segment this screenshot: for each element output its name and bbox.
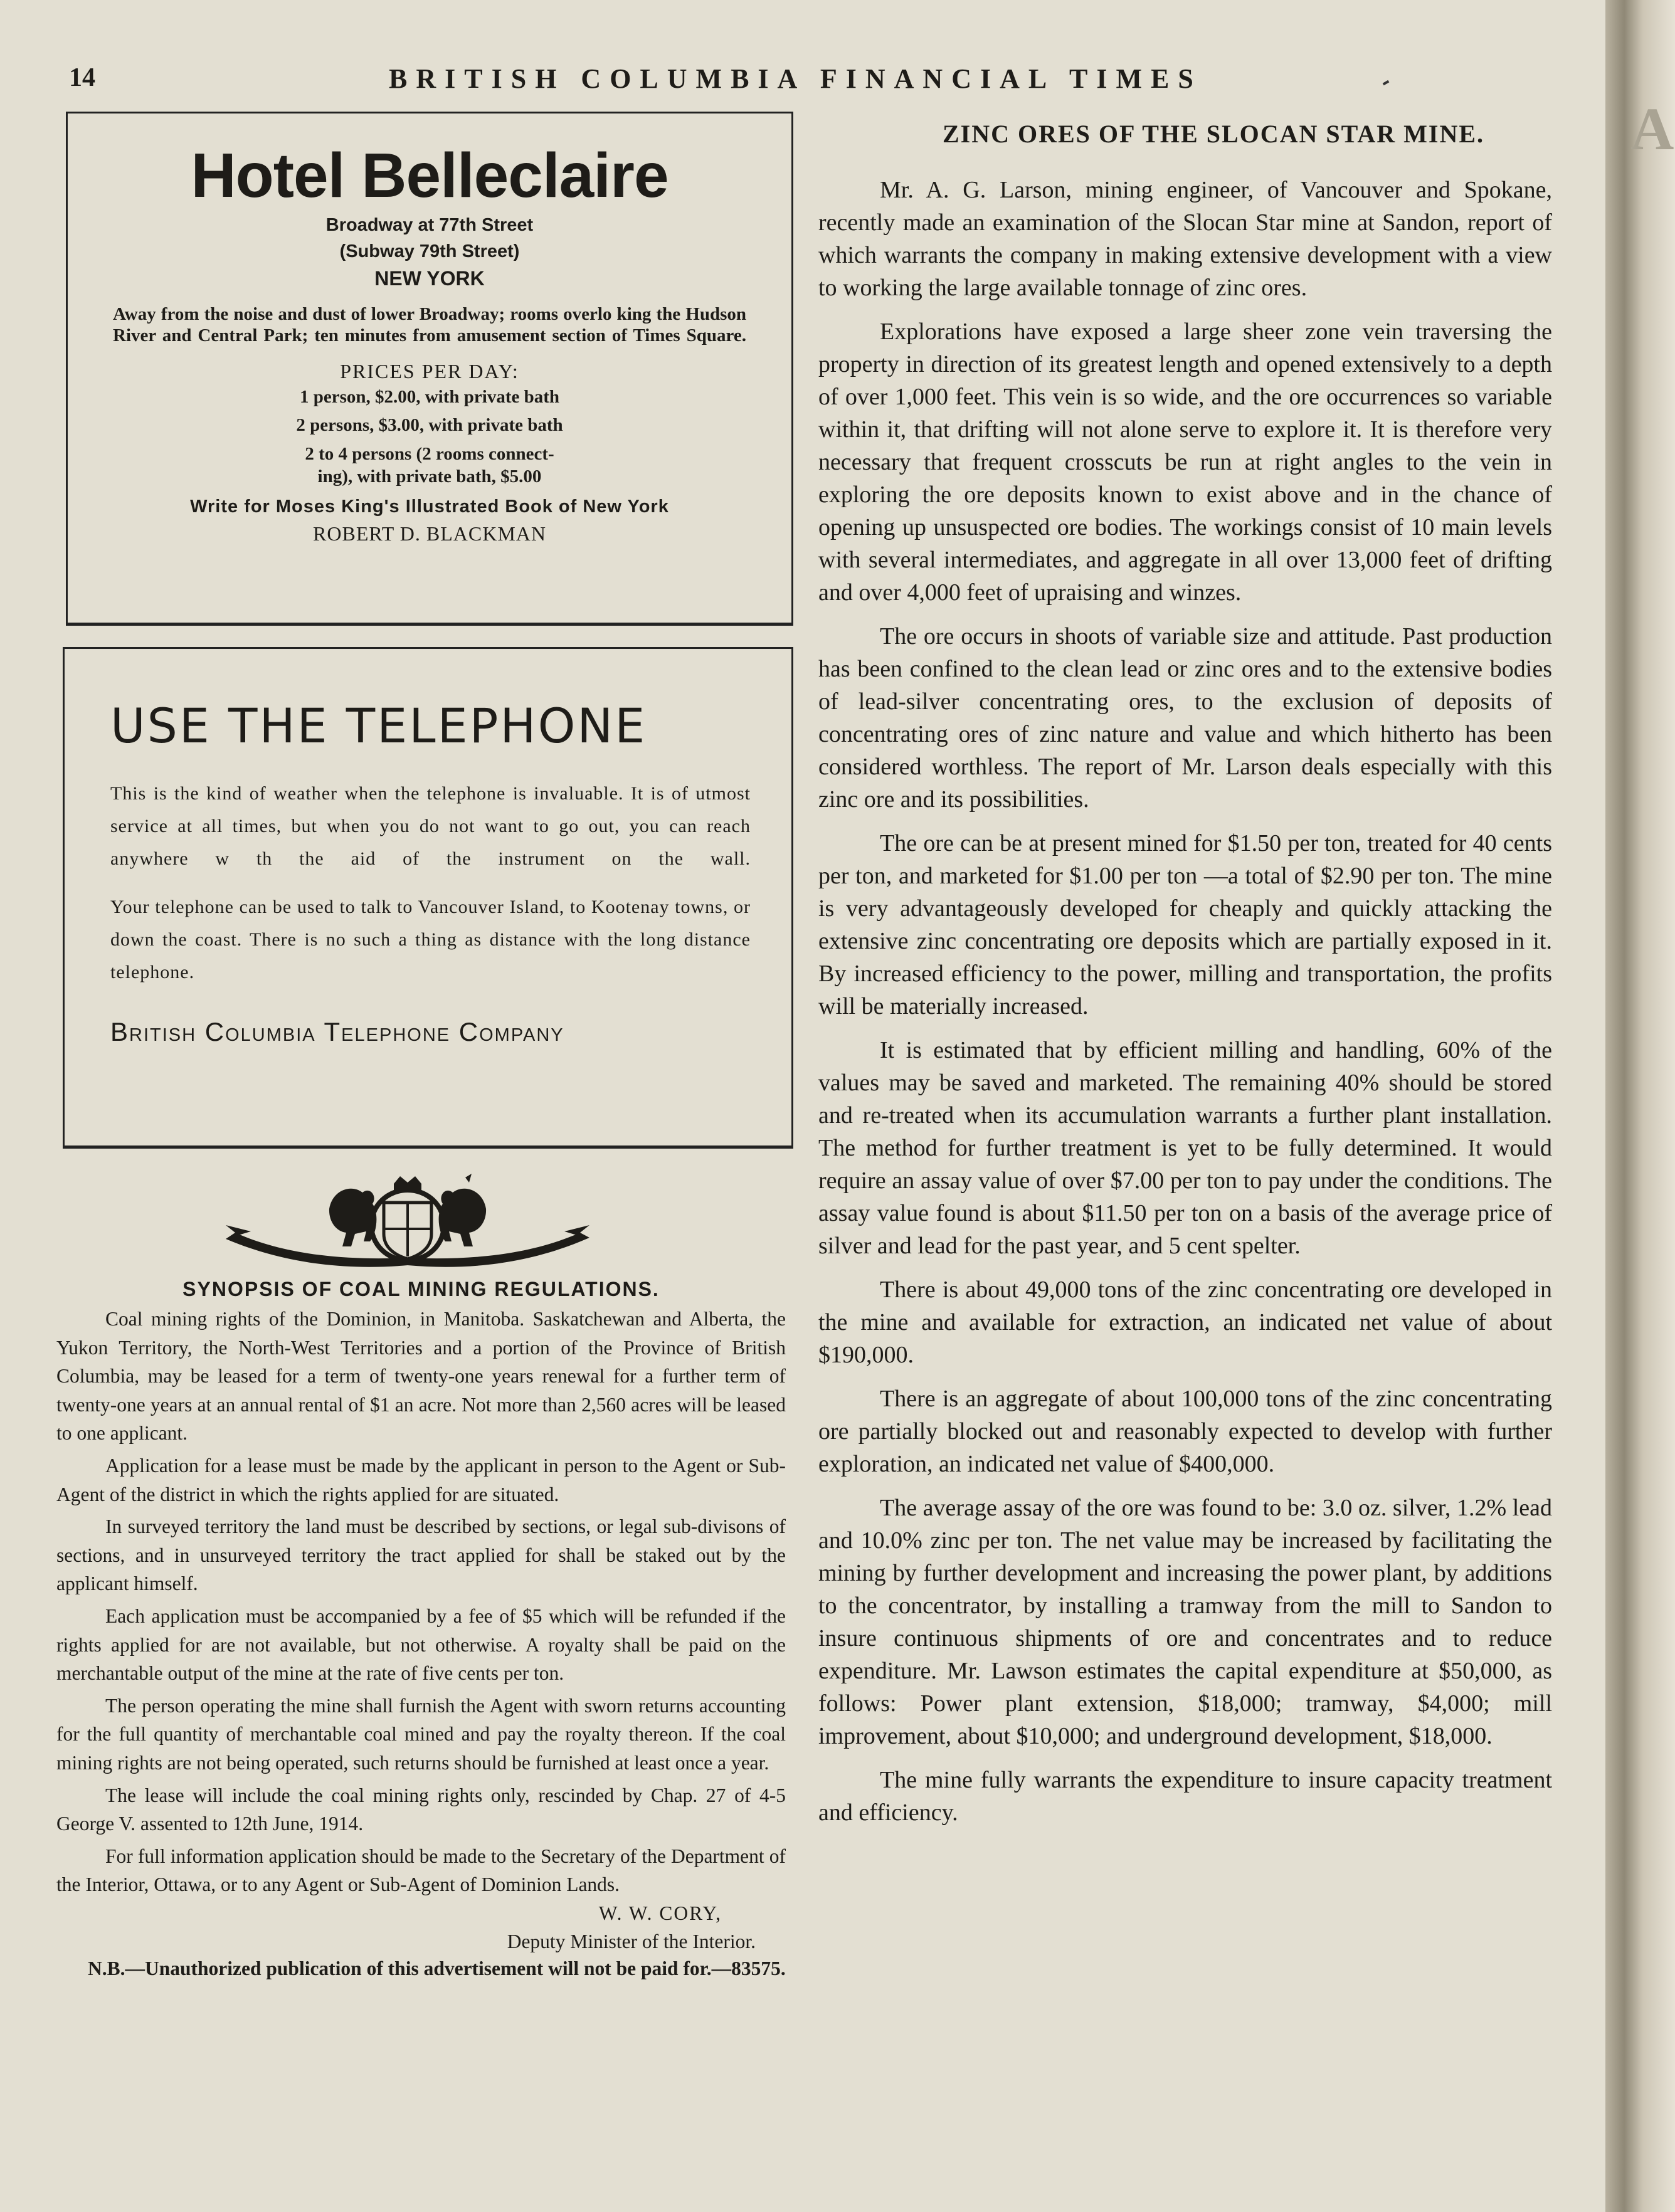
article-paragraph: The mine fully warrants the expenditure to insure capacity treatment and efficiency. bbox=[818, 1767, 1552, 1826]
page-header bbox=[63, 63, 1555, 100]
article-paragraph: There is an aggregate of about 100,000 tons of the zinc concentrating ore partially blocked out and reasonably expected to develop with further exploration, an indicated net value of $400,000. bbox=[818, 1386, 1552, 1477]
publication-title: BRITISH COLUMBIA FINANCIAL TIMES bbox=[389, 63, 1202, 94]
telephone-paragraph: Your telephone can be used to talk to Vancouver Island, to Kootenay towns, or down the coast. There is no such a thing as distance with the long distance telephone. bbox=[110, 897, 751, 982]
hotel-address-line1: Broadway at 77th Street bbox=[325, 215, 534, 235]
facing-page-fragment: A bbox=[1630, 95, 1674, 162]
signatory-title: Deputy Minister of the Interior. bbox=[507, 1930, 756, 1953]
regulation-paragraph: The lease will include the coal mining rights only, rescinded by Chap. 27 of 4-5 George V. assented to 12th June, 1914. bbox=[56, 1784, 786, 1835]
article-paragraph: Explorations have exposed a large sheer zone vein traversing the property in direction of its greatest length and opened extensively to a depth of over 1,000 feet. This vein is so wide, and the ore occurrences so variable within it, that drifting will not alone serve to explore it. It is therefore very necessary that frequent crosscuts be run at right angles to the vein in exploring the ore deposits known to exist above and in the chance of opening up unsuspected ore bodies. The workings consist of 10 main levels with several intermediates, and aggregate in all over 13,000 feet of drifting and over 4,000 feet of upraising and winzes. bbox=[818, 319, 1552, 606]
telephone-paragraph: This is the kind of weather when the telephone is invaluable. It is of utmost service at all times, but when you do not want to go out, you can reach anywhere w th the aid of the instrument on the wall. bbox=[110, 783, 751, 869]
royal-coat-of-arms-icon bbox=[213, 1171, 602, 1272]
article-paragraph: The ore can be at present mined for $1.50 per ton, treated for 40 cents per ton, and marketed for $1.00 per ton —a total of $2.90 per ton. The mine is very advantageously developed for cheaply and quickly attacking the extensive zinc concentrating ore deposits which are partially exposed in it. By increased efficiency to the power, milling and transportation, the profits will be materially increased. bbox=[818, 830, 1552, 1019]
article-paragraph: There is about 49,000 tons of the zinc concentrating ore developed in the mine and available for extraction, an indicated net value of about $190,000. bbox=[818, 1277, 1552, 1368]
telephone-company: British Columbia Telephone Company bbox=[110, 1017, 564, 1046]
regulation-paragraph: The person operating the mine shall furnish the Agent with sworn returns accounting for the full quantity of merchantable coal mined and pay the royalty thereon. If the coal mining rights are not being operated, such returns should be furnished at least once a year. bbox=[56, 1694, 786, 1774]
hotel-address-line2: (Subway 79th Street) bbox=[339, 241, 520, 261]
hotel-description: Away from the noise and dust of lower Broadway; rooms overlo king the Hudson River and Central Park; ten minutes from amusement section of Times Square. bbox=[113, 304, 746, 345]
book-offer: Write for Moses King's Illustrated Book of New York bbox=[190, 497, 669, 517]
regulation-paragraph: For full information application should be made to the Secretary of the Department of the Interior, Ottawa, or to any Agent or Sub-Agent of Dominion Lands. bbox=[56, 1845, 786, 1896]
publication-note: N.B.—Unauthorized publication of this advertisement will not be paid for.—83575. bbox=[88, 1957, 786, 1980]
signatory-name: W. W. CORY, bbox=[598, 1902, 722, 1924]
telephone-ad bbox=[63, 647, 793, 1149]
telephone-headline: USE THE TELEPHONE bbox=[110, 698, 647, 754]
article-paragraph: Mr. A. G. Larson, mining engineer, of Vancouver and Spokane, recently made an examination of the Slocan Star mine at Sandon, report of which warrants the company in making extensive development with a view to working the large available tonnage of zinc ores. bbox=[818, 177, 1552, 301]
price-line: ing), with private bath, $5.00 bbox=[317, 466, 542, 487]
article-paragraph: The average assay of the ore was found to be: 3.0 oz. silver, 1.2% lead and 10.0% zinc per ton. The net value may be increased by facilitating the mining by further development and increasing the power plant, by additions to the concentrator, by installing a tramway from the mill to Sandon to insure continuous shipments of ore and concentrates and to reduce expenditure. Mr. Lawson estimates the capital expenditure at $50,000, as follows: Power plant extension, $18,000; tramway, $4,000; mill improvement, about $10,000; and underground development, $18,000. bbox=[818, 1495, 1552, 1749]
regulation-paragraph: Application for a lease must be made by the applicant in person to the Agent or Sub-Agent of the district in which the rights applied for are situated. bbox=[56, 1454, 786, 1505]
article-paragraph: It is estimated that by efficient milling and handling, 60% of the values may be saved and marketed. The remaining 40% should be stored and re-treated when its accumulation warrants a further plant installation. The method for further treatment is yet to be fully determined. It would require an assay value of over $7.00 per ton to pay under the conditions. The assay value found is about $11.50 per ton on a basis of the average price of silver and lead for the past year, and 5 cent spelter. bbox=[818, 1037, 1552, 1259]
slocan-star-article bbox=[818, 119, 1552, 1829]
prices-heading: PRICES PER DAY: bbox=[340, 360, 519, 382]
hotel-name: Hotel Belleclaire bbox=[191, 140, 668, 211]
hotel-belleclaire-ad bbox=[66, 112, 793, 626]
regulation-paragraph: Each application must be accompanied by a fee of $5 which will be refunded if the rights applied for are not available, but not otherwise. A royalty shall be paid on the merchantable output of the mine at the rate of five cents per ton. bbox=[56, 1604, 786, 1685]
price-line: 2 to 4 persons (2 rooms connect- bbox=[305, 444, 554, 464]
regulation-paragraph: In surveyed territory the land must be described by sections, or legal sub-divisons of sections, and in unsurveyed territory the tract applied for shall be staked out by the applicant himself. bbox=[56, 1515, 786, 1595]
coal-regulations-title: SYNOPSIS OF COAL MINING REGULATIONS. bbox=[182, 1278, 660, 1300]
telephone-ad-body bbox=[110, 777, 751, 989]
page-number: 14 bbox=[69, 63, 95, 92]
price-line: 1 person, $2.00, with private bath bbox=[299, 387, 560, 407]
print-mark bbox=[1383, 80, 1390, 85]
page-spine-shadow bbox=[1605, 0, 1675, 2212]
regulation-paragraph: Coal mining rights of the Dominion, in Manitoba. Saskatchewan and Alberta, the Yukon Territory, the North-West Territories and a portion of the Province of British Columbia, may be leased for a term of twenty-one years renewal for a further term of twenty-one years at an annual rental of $1 an acre. Not more than 2,560 acres will be leased to one applicant. bbox=[56, 1308, 786, 1445]
hotel-city: NEW YORK bbox=[374, 267, 485, 290]
article-title: ZINC ORES OF THE SLOCAN STAR MINE. bbox=[942, 120, 1485, 148]
price-line: 2 persons, $3.00, with private bath bbox=[296, 415, 563, 435]
coal-regulations-notice bbox=[56, 1278, 786, 1981]
hotel-manager: ROBERT D. BLACKMAN bbox=[313, 522, 546, 545]
article-paragraph: The ore occurs in shoots of variable size and attitude. Past production has been confined to the clean lead or zinc ores and to the extensive bodies of lead-silver concentrating ores, to the exclusion of deposits of concentrating ores of zinc nature and value and which hitherto has been considered worthless. The report of Mr. Larson deals especially with this zinc ore and its possibilities. bbox=[818, 623, 1552, 813]
